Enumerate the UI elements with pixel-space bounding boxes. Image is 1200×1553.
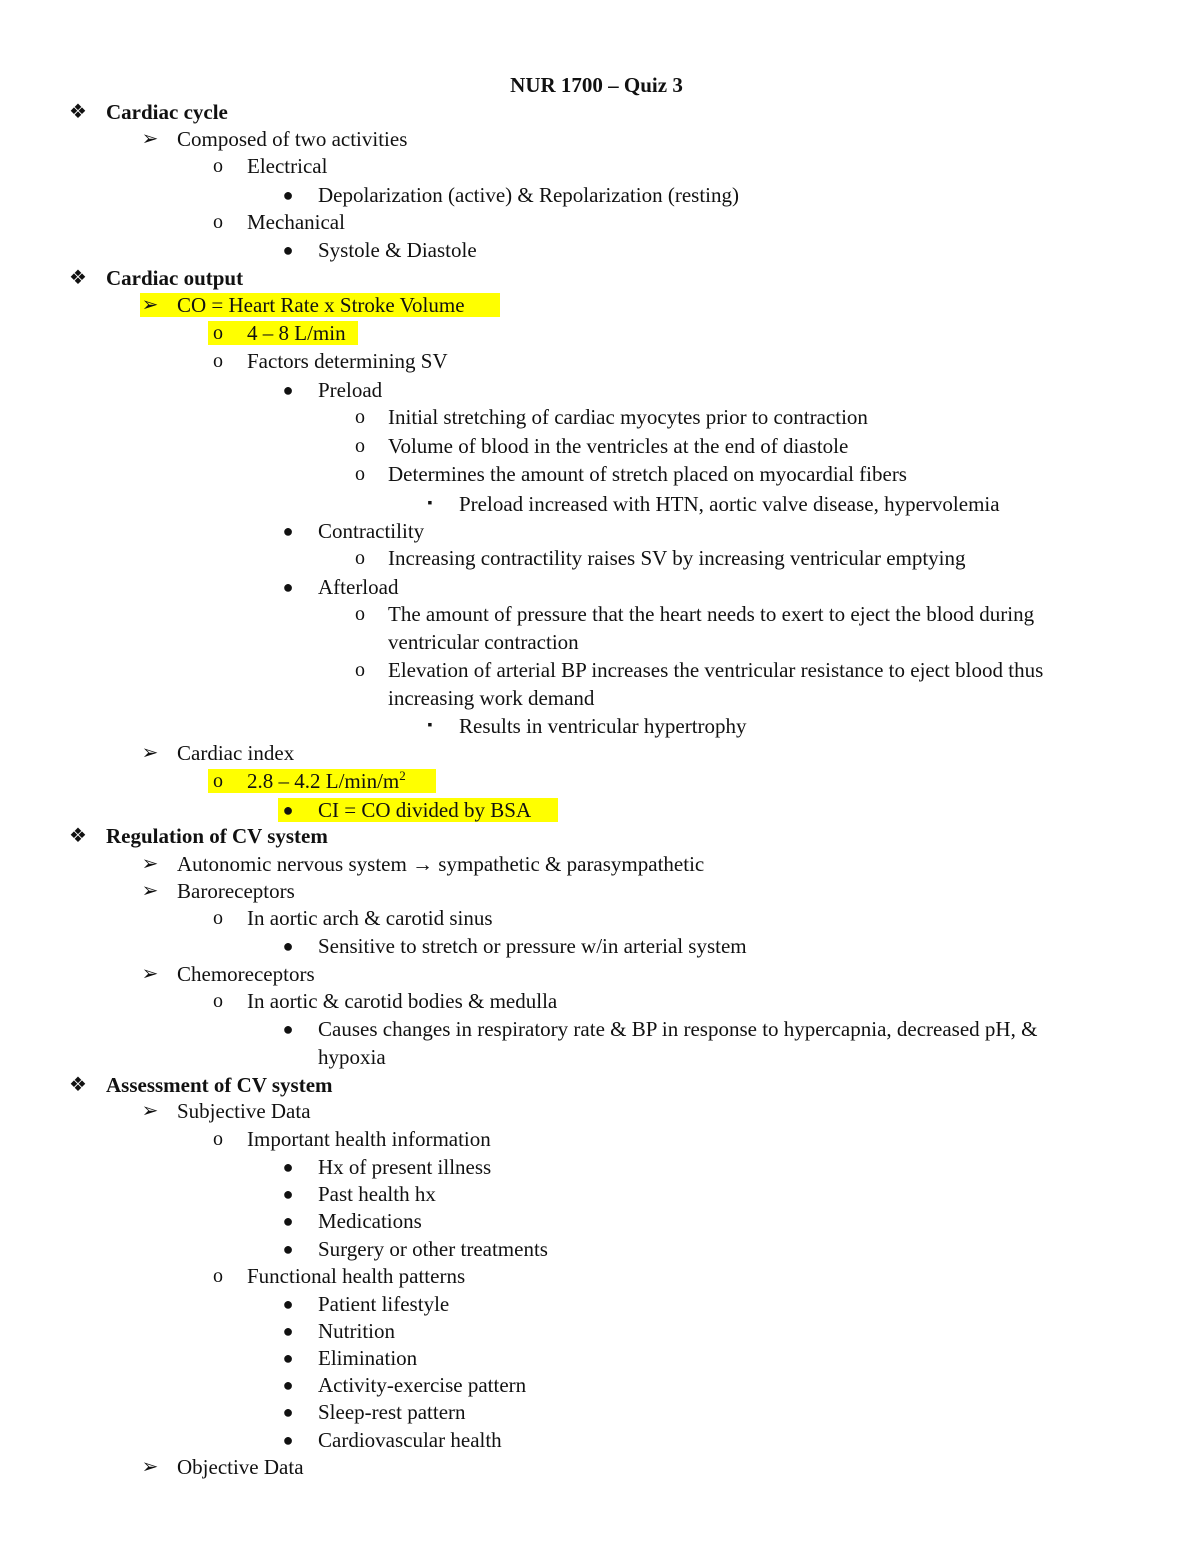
list-item bbox=[0, 600, 1200, 628]
list-item-text: Medications bbox=[318, 1209, 422, 1233]
circle-bullet-icon: o bbox=[213, 1128, 223, 1150]
list-item bbox=[0, 1180, 1200, 1208]
section-heading bbox=[0, 822, 1200, 850]
dot-bullet-icon: ● bbox=[282, 240, 294, 260]
dot-bullet-icon: ● bbox=[282, 185, 294, 205]
list-item-text: Factors determining SV bbox=[247, 349, 448, 373]
arrow-bullet-icon: ➢ bbox=[141, 128, 159, 150]
list-item bbox=[0, 573, 1200, 601]
list-item-text: Activity-exercise pattern bbox=[318, 1373, 527, 1397]
list-item-text: Systole & Diastole bbox=[318, 238, 477, 262]
dot-bullet-icon: ● bbox=[282, 380, 294, 400]
list-item-text: Baroreceptors bbox=[177, 879, 295, 903]
list-item-text: Volume of blood in the ventricles at the end of diastole bbox=[388, 434, 849, 458]
circle-bullet-icon: o bbox=[355, 435, 365, 457]
dot-bullet-icon: ● bbox=[282, 577, 294, 597]
dot-bullet-icon: ● bbox=[282, 1294, 294, 1314]
circle-bullet-icon: o bbox=[213, 322, 223, 344]
dot-bullet-icon: ● bbox=[282, 800, 294, 820]
circle-bullet-icon: o bbox=[213, 155, 223, 177]
list-item-text: Surgery or other treatments bbox=[318, 1237, 548, 1261]
list-item-text: Contractility bbox=[318, 519, 425, 543]
dot-bullet-icon: ● bbox=[282, 1239, 294, 1259]
list-item bbox=[0, 125, 1200, 153]
list-item-continuation: increasing work demand bbox=[388, 686, 595, 710]
section-heading bbox=[0, 98, 1200, 126]
list-item bbox=[0, 1290, 1200, 1318]
list-item-text: Cardiac index bbox=[177, 741, 295, 765]
list-item-text: Autonomic nervous system → sympathetic & parasympathetic bbox=[177, 852, 705, 876]
list-item bbox=[0, 1317, 1200, 1345]
list-item-text: Chemoreceptors bbox=[177, 962, 315, 986]
list-item bbox=[0, 517, 1200, 545]
list-item bbox=[0, 1426, 1200, 1454]
list-item-text: Determines the amount of stretch placed on myocardial fibers bbox=[388, 462, 907, 486]
list-item-text: Increasing contractility raises SV by increasing ventricular emptying bbox=[388, 546, 966, 570]
list-item-text: CI = CO divided by BSA bbox=[318, 798, 532, 822]
diamond-bullet-icon: ❖ bbox=[69, 825, 87, 847]
circle-bullet-icon: o bbox=[355, 659, 365, 681]
page-title: NUR 1700 – Quiz 3 bbox=[510, 73, 683, 97]
dot-bullet-icon: ● bbox=[282, 1430, 294, 1450]
list-item-text: Cardiovascular health bbox=[318, 1428, 502, 1452]
circle-bullet-icon: o bbox=[213, 211, 223, 233]
list-item bbox=[0, 403, 1200, 431]
list-item bbox=[0, 490, 1200, 518]
list-item bbox=[0, 1207, 1200, 1235]
list-item-text: Afterload bbox=[318, 575, 399, 599]
circle-bullet-icon: o bbox=[213, 1265, 223, 1287]
list-item-continuation: ventricular contraction bbox=[388, 630, 579, 654]
list-item bbox=[0, 656, 1200, 684]
section-heading-text: Assessment of CV system bbox=[106, 1073, 333, 1097]
dot-bullet-icon: ● bbox=[282, 936, 294, 956]
list-item bbox=[0, 1262, 1200, 1290]
arrow-bullet-icon: ➢ bbox=[141, 1456, 159, 1478]
dot-bullet-icon: ● bbox=[282, 521, 294, 541]
list-item-text: Past health hx bbox=[318, 1182, 436, 1206]
list-item-text: The amount of pressure that the heart needs to exert to eject the blood during bbox=[388, 602, 1035, 626]
list-item-text: Functional health patterns bbox=[247, 1264, 466, 1288]
list-item-text: In aortic & carotid bodies & medulla bbox=[247, 989, 558, 1013]
circle-bullet-icon: o bbox=[355, 406, 365, 428]
list-item-continuation: hypoxia bbox=[318, 1045, 386, 1069]
list-item bbox=[0, 1015, 1200, 1043]
square-bullet-icon: ▪ bbox=[427, 496, 433, 511]
list-item-text: Preload bbox=[318, 378, 383, 402]
section-heading bbox=[0, 264, 1200, 292]
dot-bullet-icon: ● bbox=[282, 1321, 294, 1341]
circle-bullet-icon: o bbox=[213, 990, 223, 1012]
arrow-bullet-icon: ➢ bbox=[141, 853, 159, 875]
list-item-text: Patient lifestyle bbox=[318, 1292, 450, 1316]
list-item bbox=[0, 1235, 1200, 1263]
circle-bullet-icon: o bbox=[213, 350, 223, 372]
list-item bbox=[0, 987, 1200, 1015]
arrow-bullet-icon: ➢ bbox=[141, 294, 159, 316]
arrow-bullet-icon: ➢ bbox=[141, 1100, 159, 1122]
list-item bbox=[0, 181, 1200, 209]
list-item-text: Mechanical bbox=[247, 210, 345, 234]
arrow-bullet-icon: ➢ bbox=[141, 880, 159, 902]
dot-bullet-icon: ● bbox=[282, 1348, 294, 1368]
list-item bbox=[0, 739, 1200, 767]
list-item bbox=[0, 932, 1200, 960]
list-item-text: Initial stretching of cardiac myocytes prior to contraction bbox=[388, 405, 868, 429]
list-item-text: Sensitive to stretch or pressure w/in arterial system bbox=[318, 934, 747, 958]
list-item-text: CO = Heart Rate x Stroke Volume bbox=[177, 293, 465, 317]
list-item-text: In aortic arch & carotid sinus bbox=[247, 906, 493, 930]
section-heading-text: Cardiac cycle bbox=[106, 100, 228, 124]
section-heading-text: Cardiac output bbox=[106, 266, 244, 290]
list-item-text: Important health information bbox=[247, 1127, 491, 1151]
list-item-text: Depolarization (active) & Repolarization (resting) bbox=[318, 183, 739, 207]
dot-bullet-icon: ● bbox=[282, 1019, 294, 1039]
list-item bbox=[0, 544, 1200, 572]
list-item bbox=[0, 347, 1200, 375]
list-item bbox=[0, 432, 1200, 460]
list-item-text: Hx of present illness bbox=[318, 1155, 492, 1179]
list-item-text: Nutrition bbox=[318, 1319, 395, 1343]
list-item bbox=[0, 1153, 1200, 1181]
diamond-bullet-icon: ❖ bbox=[69, 101, 87, 123]
list-item bbox=[0, 1398, 1200, 1426]
circle-bullet-icon: o bbox=[213, 907, 223, 929]
list-item bbox=[0, 236, 1200, 264]
list-item-highlighted bbox=[0, 767, 1200, 795]
list-item-text: Subjective Data bbox=[177, 1099, 311, 1123]
dot-bullet-icon: ● bbox=[282, 1375, 294, 1395]
circle-bullet-icon: o bbox=[355, 463, 365, 485]
list-item bbox=[0, 1344, 1200, 1372]
list-item bbox=[0, 850, 1200, 878]
list-item bbox=[0, 460, 1200, 488]
list-item-text: Elevation of arterial BP increases the ventricular resistance to eject blood thus bbox=[388, 658, 1044, 682]
square-bullet-icon: ▪ bbox=[427, 718, 433, 733]
list-item bbox=[0, 1371, 1200, 1399]
dot-bullet-icon: ● bbox=[282, 1184, 294, 1204]
dot-bullet-icon: ● bbox=[282, 1402, 294, 1422]
list-item-text: Preload increased with HTN, aortic valve disease, hypervolemia bbox=[459, 492, 1000, 516]
superscript: 2 bbox=[399, 768, 406, 783]
list-item-text: Elimination bbox=[318, 1346, 418, 1370]
section-heading bbox=[0, 1071, 1200, 1099]
list-item bbox=[0, 712, 1200, 740]
list-item bbox=[0, 960, 1200, 988]
list-item-text: Objective Data bbox=[177, 1455, 304, 1479]
circle-bullet-icon: o bbox=[355, 547, 365, 569]
list-item bbox=[0, 1097, 1200, 1125]
list-item-text: Causes changes in respiratory rate & BP in response to hypercapnia, decreased pH, & bbox=[318, 1017, 1038, 1041]
cardiac-index-range: 2.8 – 4.2 L/min/m bbox=[247, 769, 400, 793]
list-item bbox=[0, 877, 1200, 905]
list-item-text bbox=[247, 767, 406, 795]
section-heading-text: Regulation of CV system bbox=[106, 824, 328, 848]
list-item-text: Electrical bbox=[247, 154, 328, 178]
diamond-bullet-icon: ❖ bbox=[69, 1074, 87, 1096]
list-item bbox=[0, 1453, 1200, 1481]
circle-bullet-icon: o bbox=[213, 770, 223, 792]
list-item bbox=[0, 1125, 1200, 1153]
list-item bbox=[0, 152, 1200, 180]
list-item-highlighted bbox=[0, 291, 1200, 319]
diamond-bullet-icon: ❖ bbox=[69, 267, 87, 289]
arrow-bullet-icon: ➢ bbox=[141, 963, 159, 985]
list-item-text: Sleep-rest pattern bbox=[318, 1400, 466, 1424]
arrow-bullet-icon: ➢ bbox=[141, 742, 159, 764]
circle-bullet-icon: o bbox=[355, 603, 365, 625]
list-item-highlighted bbox=[0, 319, 1200, 347]
dot-bullet-icon: ● bbox=[282, 1157, 294, 1177]
list-item-highlighted bbox=[0, 796, 1200, 824]
list-item bbox=[0, 208, 1200, 236]
list-item-text: Composed of two activities bbox=[177, 127, 408, 151]
list-item bbox=[0, 376, 1200, 404]
list-item bbox=[0, 904, 1200, 932]
list-item-text: 4 – 8 L/min bbox=[247, 321, 346, 345]
list-item-text: Results in ventricular hypertrophy bbox=[459, 714, 747, 738]
dot-bullet-icon: ● bbox=[282, 1211, 294, 1231]
